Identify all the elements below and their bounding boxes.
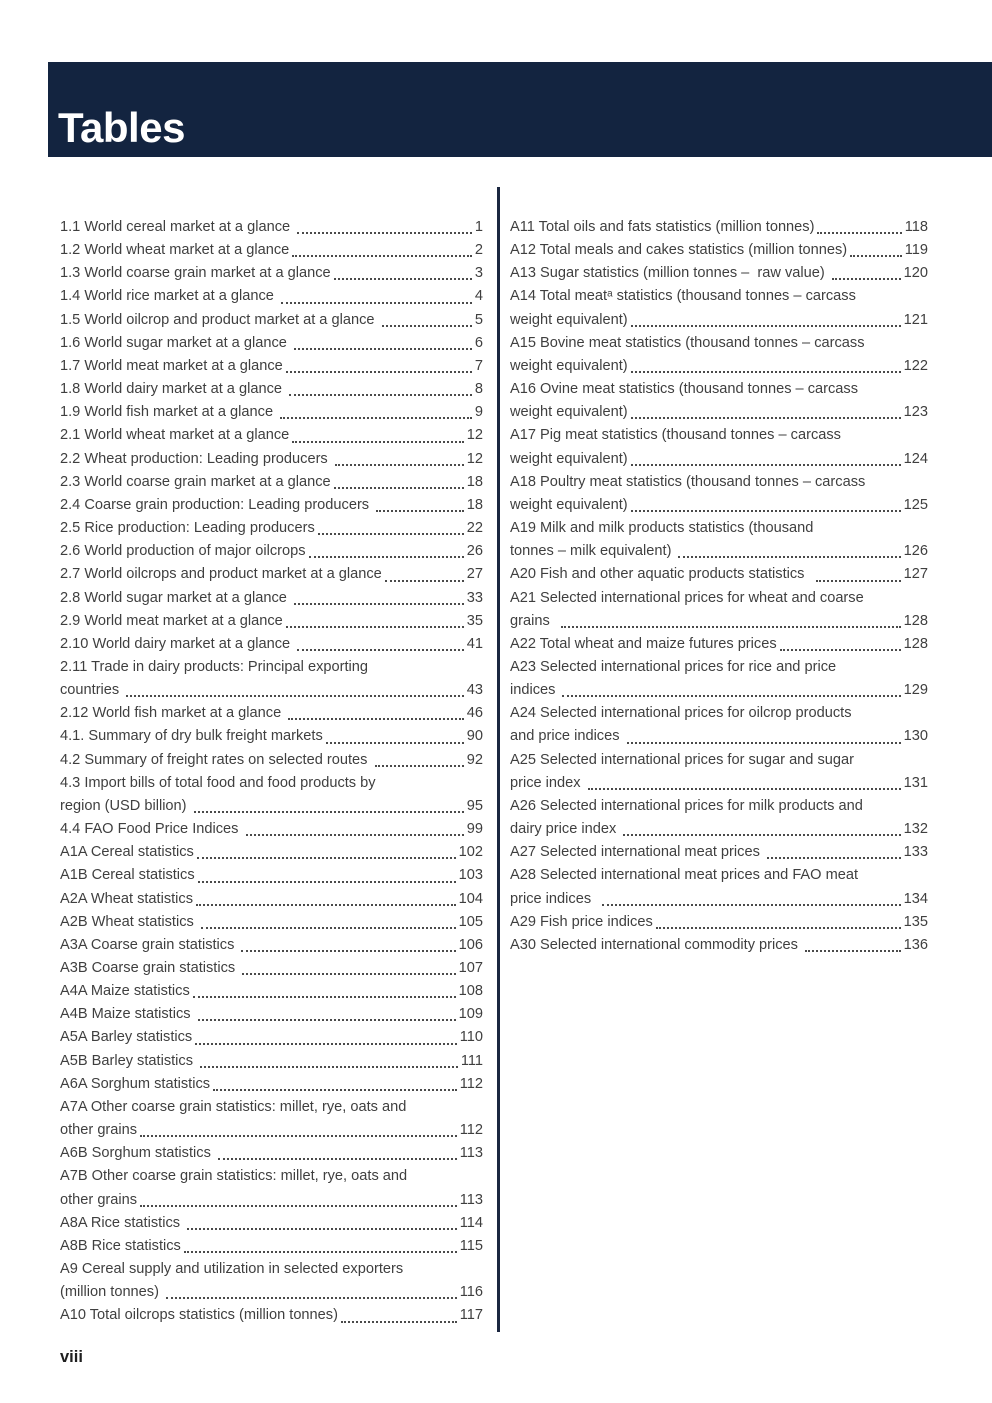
toc-entry[interactable] xyxy=(60,517,483,540)
dot-leader xyxy=(558,610,904,633)
toc-entry-text: A16 Ovine meat statistics (thousand tonnes – carcass xyxy=(510,381,858,398)
toc-entry-text: A2B Wheat statistics xyxy=(60,913,198,930)
toc-entry[interactable] xyxy=(510,378,928,424)
toc-entry[interactable] xyxy=(60,1026,483,1049)
page-number: 35 xyxy=(466,612,483,629)
toc-entry-text: A26 Selected international prices for milk products and xyxy=(510,797,863,814)
dot-leader xyxy=(332,448,467,471)
dot-leader xyxy=(829,262,904,285)
dot-leader xyxy=(599,888,903,911)
dot-leader xyxy=(243,818,467,841)
page-number: 125 xyxy=(903,496,928,513)
toc-entry-text: 2.12 World fish market at a glance xyxy=(60,705,286,722)
toc-entry[interactable] xyxy=(60,934,483,957)
toc-entry[interactable] xyxy=(60,702,483,725)
page-number: 124 xyxy=(903,450,928,467)
page-number: 109 xyxy=(458,1006,483,1023)
dot-leader xyxy=(294,633,467,656)
dot-leader xyxy=(628,494,904,517)
dot-leader xyxy=(194,841,459,864)
toc-entry[interactable] xyxy=(60,378,483,401)
toc-entry[interactable] xyxy=(510,864,928,910)
dot-leader xyxy=(653,911,904,934)
page-number: 136 xyxy=(903,936,928,953)
toc-entry-text: A1A Cereal statistics xyxy=(60,844,194,861)
dot-leader xyxy=(278,285,475,308)
page-number: 107 xyxy=(458,960,483,976)
page-number: 95 xyxy=(466,797,483,814)
toc-entry[interactable] xyxy=(60,725,483,748)
toc-entry[interactable] xyxy=(60,1003,483,1026)
toc-entry-text: A27 Selected international meat prices xyxy=(510,844,764,861)
dot-leader xyxy=(814,216,904,239)
toc-entry-text: 2.9 World meat market at a glance xyxy=(60,612,283,629)
toc-entry-text: A14 Total meatᵃ statistics (thousand tonnes – carcass xyxy=(510,288,856,305)
dot-leader xyxy=(210,1073,460,1096)
page-number: 135 xyxy=(903,913,928,930)
page-number: 103 xyxy=(458,867,483,884)
dot-leader xyxy=(323,725,467,748)
toc-entry-text: A28 Selected international meat prices and FAO meat xyxy=(510,867,859,884)
dot-leader xyxy=(286,378,475,401)
toc-entry[interactable] xyxy=(60,772,483,818)
toc-entry-text: A12 Total meals and cakes statistics (million tonnes) xyxy=(510,242,848,259)
page-number: 90 xyxy=(466,728,483,745)
toc-entry-text: 4.4 FAO Food Price Indices xyxy=(60,821,243,838)
dot-leader xyxy=(373,494,467,517)
toc-entry[interactable] xyxy=(510,795,928,841)
page-title: Tables xyxy=(58,104,185,151)
toc-entry-text: weight equivalent) xyxy=(510,496,628,513)
toc-entry-text: 1.9 World fish market at a glance xyxy=(60,404,278,421)
toc-entry-text: A2A Wheat statistics xyxy=(60,890,194,907)
toc-entry-text: A3A Coarse grain statistics xyxy=(60,936,239,953)
toc-entry[interactable] xyxy=(60,656,483,702)
dot-leader xyxy=(382,563,467,586)
page-number: 8 xyxy=(474,381,483,398)
dot-leader xyxy=(181,1235,460,1258)
dot-leader xyxy=(197,1050,461,1073)
dot-leader xyxy=(283,610,467,633)
toc-entry-text: grains xyxy=(510,612,558,629)
toc-entry-text: 1.8 World dairy market at a glance xyxy=(60,381,287,398)
toc-entry[interactable] xyxy=(510,262,928,285)
toc-entry-text: A24 Selected international prices for oilcrop products xyxy=(510,705,852,722)
dot-leader xyxy=(331,262,475,285)
toc-column-right xyxy=(510,216,928,957)
dot-leader xyxy=(289,239,475,262)
toc-entry-text: weight equivalent) xyxy=(510,357,628,374)
toc-entry-text: price index xyxy=(510,774,585,791)
toc-entry-text: A7A Other coarse grain statistics: millet, rye, oats and xyxy=(60,1098,407,1115)
toc-entry[interactable] xyxy=(60,1142,483,1165)
toc-entry-text: A20 Fish and other aquatic products statistics xyxy=(510,566,813,583)
page-number: 46 xyxy=(466,705,483,722)
toc-entry-text: 2.8 World sugar market at a glance xyxy=(60,589,291,606)
toc-entry-text: A15 Bovine meat statistics (thousand tonnes – carcass xyxy=(510,334,865,351)
toc-entry[interactable] xyxy=(510,563,928,586)
page-number: 12 xyxy=(466,450,483,467)
toc-entry-text: A29 Fish price indices xyxy=(510,913,653,930)
toc-entry[interactable] xyxy=(510,517,928,563)
dot-leader xyxy=(315,517,467,540)
page-number: 112 xyxy=(459,1122,483,1139)
toc-entry-text: A8B Rice statistics xyxy=(60,1237,181,1254)
toc-entry[interactable] xyxy=(60,424,483,447)
page-number: 4 xyxy=(474,288,483,305)
dot-leader xyxy=(620,818,903,841)
toc-entry[interactable] xyxy=(510,749,928,795)
toc-entry-text: 1.6 World sugar market at a glance xyxy=(60,334,291,351)
toc-entry-text: weight equivalent) xyxy=(510,404,628,421)
toc-entry-text: A13 Sugar statistics (million tonnes – raw value) xyxy=(510,265,829,282)
toc-entry-text: A9 Cereal supply and utilization in selected exporters xyxy=(60,1261,404,1278)
toc-entry-text: other grains xyxy=(60,1191,138,1208)
toc-entry[interactable] xyxy=(60,1235,483,1258)
toc-entry[interactable] xyxy=(510,934,928,957)
dot-leader xyxy=(624,725,904,748)
toc-entry-text: A17 Pig meat statistics (thousand tonnes – carcass xyxy=(510,427,841,444)
toc-entry-text: 1.7 World meat market at a glance xyxy=(60,357,283,374)
page-number: 130 xyxy=(903,728,928,745)
toc-entry-text: other grains xyxy=(60,1122,138,1139)
toc-entry[interactable] xyxy=(60,494,483,517)
toc-entry-text: dairy price index xyxy=(510,821,621,838)
page-number: 2 xyxy=(474,242,483,259)
dot-leader xyxy=(813,563,904,586)
page-number: 33 xyxy=(466,589,483,606)
toc-entry-text: 2.5 Rice production: Leading producers xyxy=(60,520,315,537)
toc-entry[interactable] xyxy=(60,587,483,610)
dot-leader xyxy=(195,1003,459,1026)
page-number: 128 xyxy=(903,612,928,629)
page-number: 102 xyxy=(458,844,483,861)
dot-leader xyxy=(628,355,904,378)
toc-entry[interactable] xyxy=(510,332,928,378)
page-number: 112 xyxy=(459,1075,483,1092)
toc-entry[interactable] xyxy=(60,911,483,934)
toc-entry-text: 1.5 World oilcrop and product market at a glance xyxy=(60,311,379,328)
toc-entry[interactable] xyxy=(510,656,928,702)
toc-entry-text: 2.7 World oilcrops and product market at a glance xyxy=(60,566,382,583)
page-number: 110 xyxy=(459,1029,483,1046)
toc-entry[interactable] xyxy=(60,471,483,494)
toc-entry-text: A11 Total oils and fats statistics (million tonnes) xyxy=(510,219,815,235)
page-number: 127 xyxy=(903,566,928,583)
toc-entry-text: A5A Barley statistics xyxy=(60,1029,193,1046)
dot-leader xyxy=(238,934,458,957)
page-number: 113 xyxy=(459,1145,483,1162)
toc-entry-text: 1.4 World rice market at a glance xyxy=(60,288,278,305)
toc-entry-text: 2.1 World wheat market at a glance xyxy=(60,427,290,444)
toc-entry-text: A25 Selected international prices for sugar and sugar xyxy=(510,751,854,768)
page-number: 99 xyxy=(466,821,483,838)
toc-entry[interactable] xyxy=(510,239,928,262)
dot-leader xyxy=(291,332,475,355)
page-number: 26 xyxy=(466,543,483,560)
toc-entry-text: (million tonnes) xyxy=(60,1284,164,1301)
page-number: 41 xyxy=(466,635,483,652)
toc-entry-text: weight equivalent) xyxy=(510,450,628,467)
toc-entry-text: tonnes – milk equivalent) xyxy=(510,543,676,560)
page-number: 92 xyxy=(466,751,483,768)
dot-leader xyxy=(675,540,903,563)
toc-entry-text: 2.3 World coarse grain market at a glance xyxy=(60,473,331,490)
dot-leader xyxy=(294,216,475,239)
page-number: 18 xyxy=(466,496,483,513)
dot-leader xyxy=(628,309,904,332)
page-number: 27 xyxy=(466,566,483,583)
toc-entry-text: A22 Total wheat and maize futures prices xyxy=(510,635,777,652)
dot-leader xyxy=(184,1212,460,1235)
page-number: 6 xyxy=(474,334,483,351)
page-number: 5 xyxy=(474,311,483,328)
dot-leader xyxy=(239,957,458,980)
page-number: 128 xyxy=(903,635,928,652)
dot-leader xyxy=(123,679,466,702)
toc-entry[interactable] xyxy=(60,1258,483,1304)
toc-entry-text: A23 Selected international prices for rice and price xyxy=(510,658,837,675)
dot-leader xyxy=(338,1304,460,1327)
toc-entry-text: 1.3 World coarse grain market at a glance xyxy=(60,265,331,282)
toc-entry-text: weight equivalent) xyxy=(510,311,628,328)
toc-entry-text: price indices xyxy=(510,890,600,907)
dot-leader xyxy=(289,424,466,447)
page-number: 118 xyxy=(904,219,928,235)
toc-entry[interactable] xyxy=(60,448,483,471)
toc-entry[interactable] xyxy=(60,540,483,563)
folio-page-number: viii xyxy=(60,1348,83,1366)
page-number: 122 xyxy=(903,357,928,374)
toc-entry-text: A6A Sorghum statistics xyxy=(60,1075,211,1092)
dot-leader xyxy=(372,749,467,772)
page-number: 108 xyxy=(458,983,483,1000)
dot-leader xyxy=(802,934,904,957)
dot-leader xyxy=(163,1281,460,1304)
dot-leader xyxy=(137,1189,460,1212)
page-number: 121 xyxy=(903,311,928,328)
page-number: 18 xyxy=(466,473,483,490)
toc-entry[interactable] xyxy=(60,957,483,980)
toc-entry-text: 4.2 Summary of freight rates on selected routes xyxy=(60,751,372,768)
toc-entry[interactable] xyxy=(60,401,483,424)
toc-entry-text: 2.11 Trade in dairy products: Principal exporting xyxy=(60,658,368,675)
toc-entry[interactable] xyxy=(60,1096,483,1142)
toc-entry[interactable] xyxy=(60,216,483,239)
toc-entry-text: A10 Total oilcrops statistics (million tonnes) xyxy=(60,1307,338,1324)
page-number: 7 xyxy=(474,357,483,374)
toc-entry[interactable] xyxy=(60,309,483,332)
toc-entry[interactable] xyxy=(60,285,483,308)
page-number: 129 xyxy=(903,682,928,699)
toc-entry[interactable] xyxy=(60,355,483,378)
dot-leader xyxy=(215,1142,460,1165)
toc-entry-text: A8A Rice statistics xyxy=(60,1214,185,1231)
dot-leader xyxy=(190,980,459,1003)
dot-leader xyxy=(192,1026,460,1049)
page-number: 113 xyxy=(459,1191,483,1208)
toc-entry[interactable] xyxy=(60,818,483,841)
toc-entry[interactable] xyxy=(60,563,483,586)
toc-entry[interactable] xyxy=(60,1073,483,1096)
toc-entry[interactable] xyxy=(60,610,483,633)
page-number: 131 xyxy=(903,774,928,791)
dot-leader xyxy=(195,864,459,887)
chapter-header-band xyxy=(48,62,992,157)
page-number: 115 xyxy=(459,1237,483,1254)
toc-entry[interactable] xyxy=(510,841,928,864)
toc-entry[interactable] xyxy=(60,262,483,285)
toc-entry[interactable] xyxy=(510,911,928,934)
dot-leader xyxy=(331,471,467,494)
toc-entry[interactable] xyxy=(60,1304,483,1327)
dot-leader xyxy=(193,888,459,911)
toc-entry[interactable] xyxy=(60,888,483,911)
toc-entry-text: A19 Milk and milk products statistics (thousand xyxy=(510,520,814,537)
dot-leader xyxy=(764,841,904,864)
toc-entry[interactable] xyxy=(510,587,928,633)
toc-entry[interactable] xyxy=(60,1165,483,1211)
dot-leader xyxy=(847,239,905,262)
dot-leader xyxy=(137,1119,460,1142)
dot-leader xyxy=(777,633,904,656)
toc-entry[interactable] xyxy=(510,424,928,470)
page-number: 126 xyxy=(903,543,928,560)
toc-entry-text: 1.2 World wheat market at a glance xyxy=(60,242,290,259)
toc-entry[interactable] xyxy=(510,702,928,748)
toc-entry[interactable] xyxy=(60,749,483,772)
page-number: 22 xyxy=(466,520,483,537)
toc-entry-text: 1.1 World cereal market at a glance xyxy=(60,219,295,235)
dot-leader xyxy=(628,448,904,471)
toc-entry-text: 2.6 World production of major oilcrops xyxy=(60,543,306,560)
toc-entry-text: 4.1. Summary of dry bulk freight markets xyxy=(60,728,323,745)
toc-entry-text: region (USD billion) xyxy=(60,797,191,814)
toc-entry-text: A30 Selected international commodity prices xyxy=(510,936,803,953)
toc-entry-text: indices xyxy=(510,682,560,699)
toc-entry[interactable] xyxy=(60,1050,483,1073)
dot-leader xyxy=(306,540,467,563)
toc-entry-text: 2.2 Wheat production: Leading producers xyxy=(60,450,332,467)
dot-leader xyxy=(191,795,467,818)
page-number: 3 xyxy=(474,265,483,282)
page-number: 114 xyxy=(459,1214,483,1231)
toc-entry-text: 2.10 World dairy market at a glance xyxy=(60,635,295,652)
dot-leader xyxy=(628,401,904,424)
toc-entry-text: A7B Other coarse grain statistics: millet, rye, oats and xyxy=(60,1168,408,1185)
dot-leader xyxy=(379,309,475,332)
page-number: 134 xyxy=(903,890,928,907)
toc-entry-text: A6B Sorghum statistics xyxy=(60,1145,215,1162)
toc-entry[interactable] xyxy=(60,864,483,887)
page-number: 104 xyxy=(458,890,483,907)
dot-leader xyxy=(285,702,467,725)
toc-entry-text: A4B Maize statistics xyxy=(60,1006,195,1023)
toc-entry[interactable] xyxy=(60,1212,483,1235)
dot-leader xyxy=(291,587,467,610)
toc-entry[interactable] xyxy=(60,633,483,656)
dot-leader xyxy=(559,679,903,702)
toc-entry-text: countries xyxy=(60,682,124,699)
page-number: 1 xyxy=(474,219,483,235)
toc-entry-text: A21 Selected international prices for wheat and coarse xyxy=(510,589,864,606)
column-divider xyxy=(497,187,500,1332)
toc-entry[interactable] xyxy=(60,980,483,1003)
page-number: 133 xyxy=(903,844,928,861)
toc-entry[interactable] xyxy=(60,239,483,262)
dot-leader xyxy=(283,355,475,378)
page-number: 43 xyxy=(466,682,483,699)
page-number: 106 xyxy=(458,936,483,953)
toc-entry[interactable] xyxy=(510,216,928,239)
page-number: 105 xyxy=(458,913,483,930)
page-number: 117 xyxy=(459,1307,483,1324)
toc-entry-text: A1B Cereal statistics xyxy=(60,867,195,884)
toc-column-left xyxy=(60,216,483,1328)
toc-entry-text: 2.4 Coarse grain production: Leading producers xyxy=(60,496,374,513)
dot-leader xyxy=(585,772,904,795)
toc-entry-text: A3B Coarse grain statistics xyxy=(60,960,240,976)
dot-leader xyxy=(277,401,475,424)
page-number: 116 xyxy=(459,1284,483,1301)
toc-entry-text: A18 Poultry meat statistics (thousand tonnes – carcass xyxy=(510,473,866,490)
toc-entry[interactable] xyxy=(60,841,483,864)
page-number: 12 xyxy=(466,427,483,444)
toc-entry[interactable] xyxy=(510,633,928,656)
toc-entry-text: and price indices xyxy=(510,728,624,745)
page-number: 132 xyxy=(903,821,928,838)
page-number: 120 xyxy=(903,265,928,282)
toc-entry-text: A5B Barley statistics xyxy=(60,1052,198,1069)
page-number: 123 xyxy=(903,404,928,421)
toc-entry-text: 4.3 Import bills of total food and food products by xyxy=(60,774,376,791)
page-number: 111 xyxy=(460,1052,483,1069)
toc-entry[interactable] xyxy=(60,332,483,355)
toc-entry[interactable] xyxy=(510,285,928,331)
toc-entry-text: A4A Maize statistics xyxy=(60,983,190,1000)
dot-leader xyxy=(198,911,459,934)
page-number: 9 xyxy=(474,404,483,421)
toc-entry[interactable] xyxy=(510,471,928,517)
page-number: 119 xyxy=(904,242,928,259)
